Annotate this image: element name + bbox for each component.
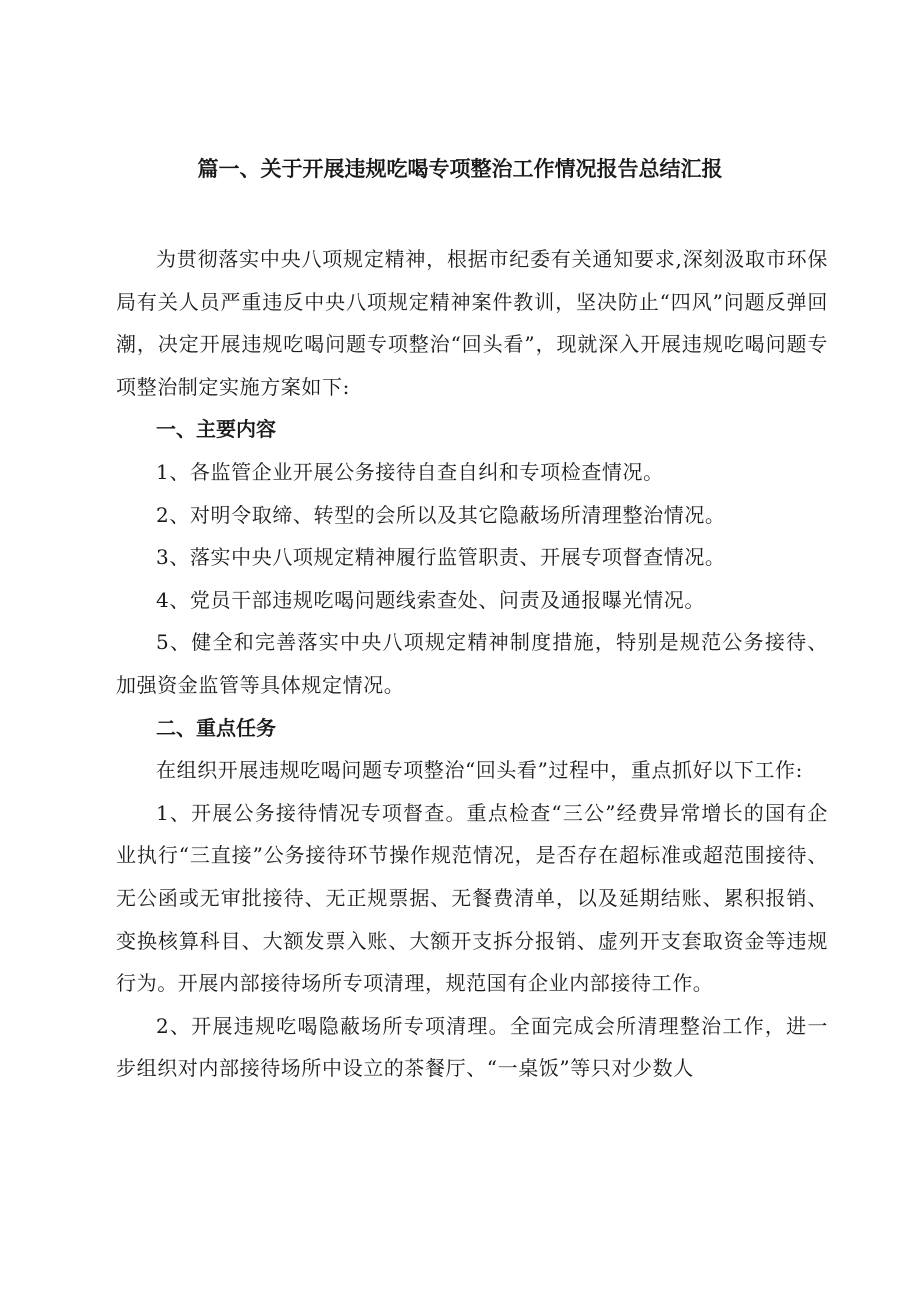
list-item: 4、党员干部违规吃喝问题线索查处、问责及通报曝光情况。 bbox=[156, 587, 705, 612]
list-item: 1、各监管企业开展公务接待自查自纠和专项检查情况。 bbox=[156, 459, 664, 484]
intro-paragraph: 为贯彻落实中央八项规定精神，根据市纪委有关通知要求,深刻汲取市环保局有关人员严重违反中央八项规定精神案件教训，坚决防止“四风”问题反弹回潮，决定开展违规吃喝问题专项整治“回头看”，现就深入开展违规吃喝问题专项整治制定实施方案如下: bbox=[116, 247, 828, 399]
list-item: 2、开展违规吃喝隐蔽场所专项清理。全面完成会所清理整治工作，进一步组织对内部接待场所中设立的茶餐厅、“一桌饭”等只对少数人 bbox=[116, 1013, 828, 1081]
list-item: 1、开展公务接待情况专项督查。重点检查“三公”经费异常增长的国有企业执行“三直接”公务接待环节操作规范情况，是否存在超标准或超范围接待、无公函或无审批接待、无正规票据、无餐费清单，以及延期结账、累积报销、变换核算科目、大额发票入账、大额开支拆分报销、虚列开支套取资金等违规行为。开展内部接待场所专项清理，规范国有企业内部接待工作。 bbox=[116, 800, 828, 996]
section-heading-main-content: 一、主要内容 bbox=[156, 417, 276, 442]
list-item: 3、落实中央八项规定精神履行监管职责、开展专项督查情况。 bbox=[156, 545, 726, 570]
document-body bbox=[116, 238, 828, 1090]
section-heading-key-tasks: 二、重点任务 bbox=[156, 715, 276, 740]
list-item: 2、对明令取缔、转型的会所以及其它隐蔽场所清理整治情况。 bbox=[156, 502, 726, 527]
section-intro-paragraph: 在组织开展违规吃喝问题专项整治“回头看”过程中，重点抓好以下工作: bbox=[156, 758, 803, 783]
document-title: 篇一、关于开展违规吃喝专项整治工作情况报告总结汇报 bbox=[197, 157, 723, 181]
list-item: 5、健全和完善落实中央八项规定精神制度措施，特别是规范公务接待、加强资金监管等具体规定情况。 bbox=[116, 630, 828, 697]
